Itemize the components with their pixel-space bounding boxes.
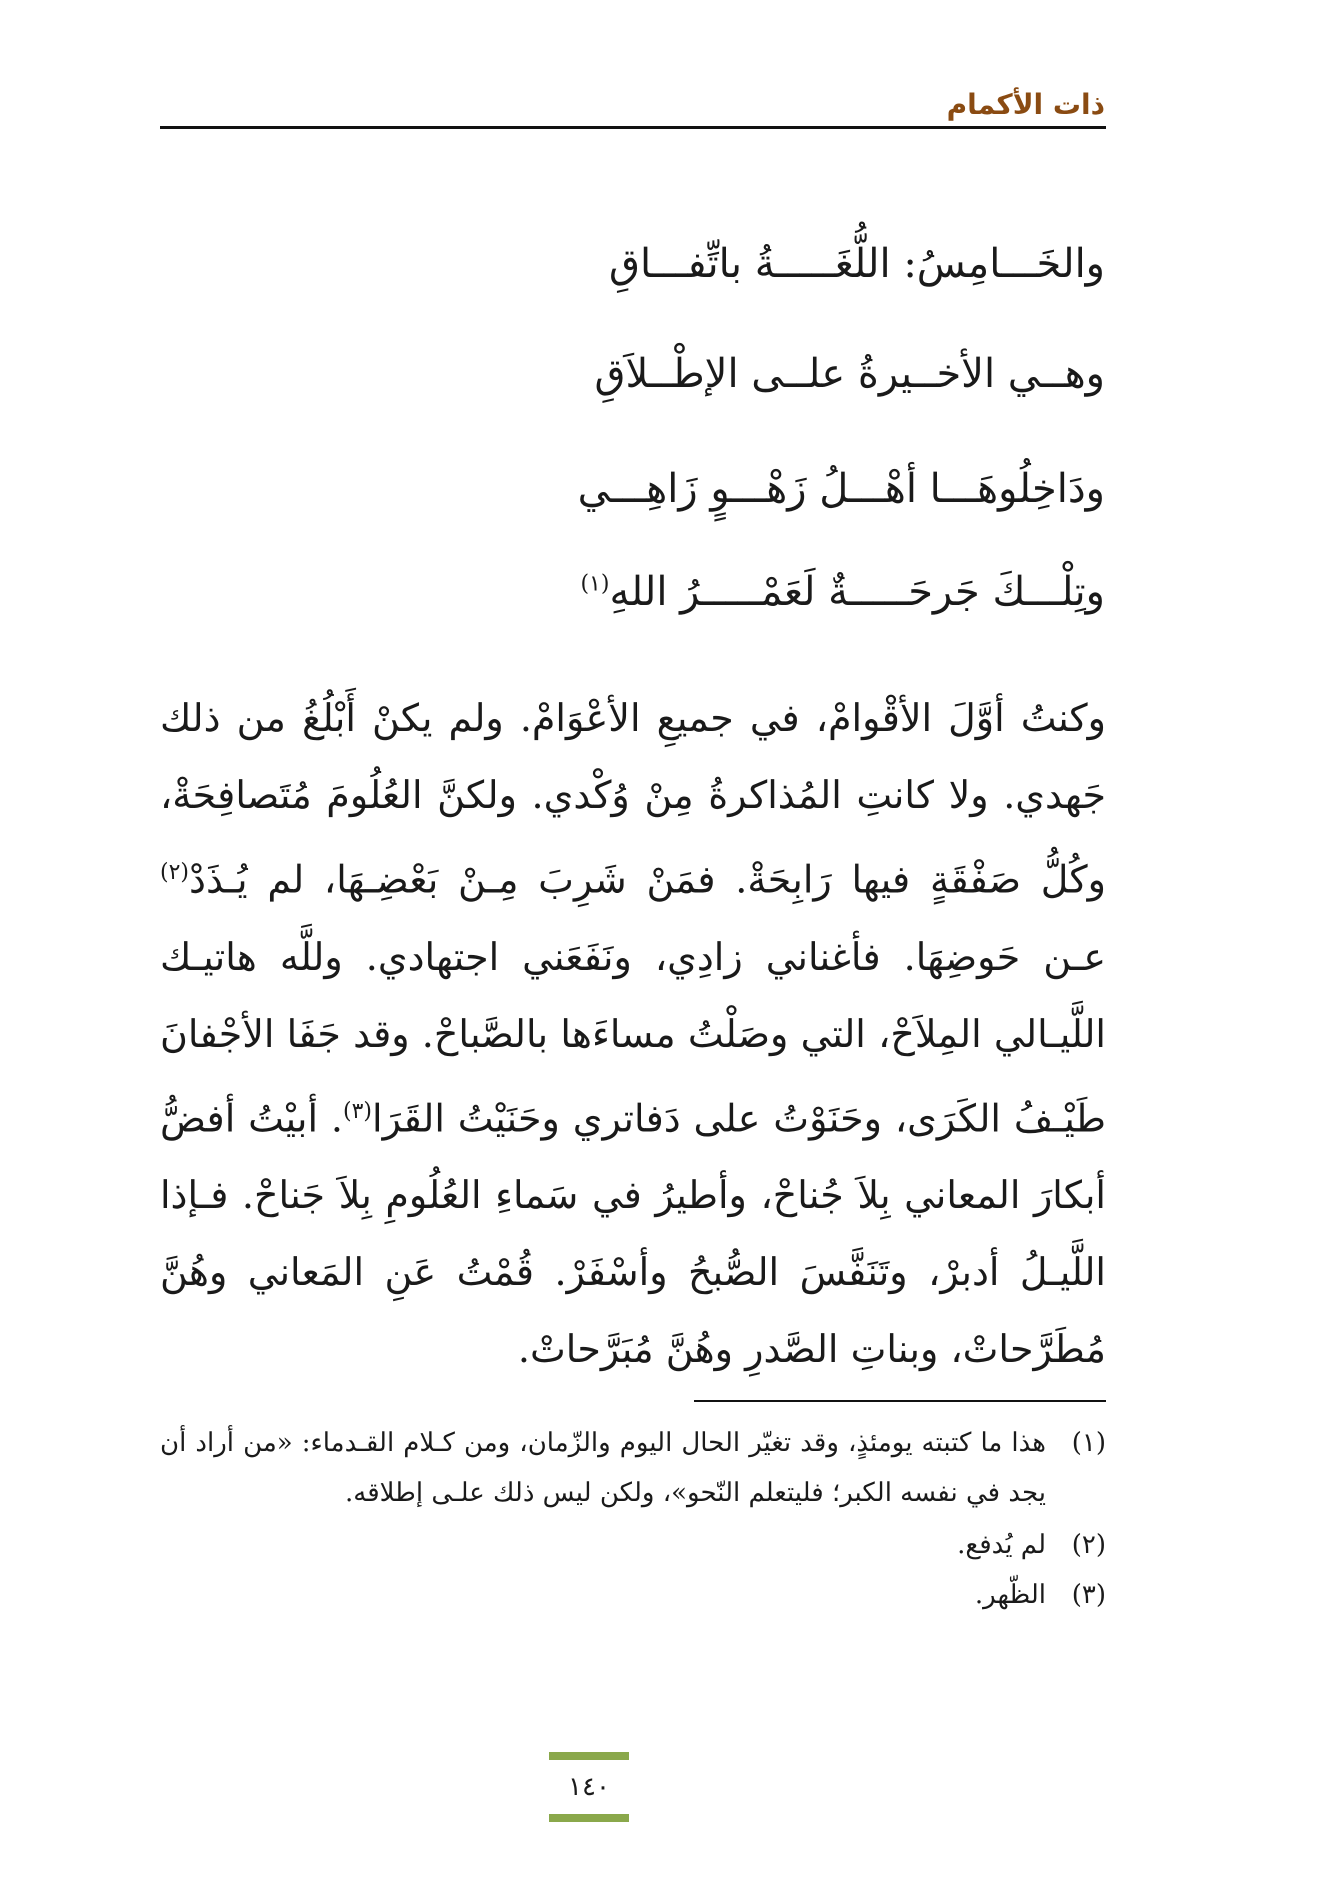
page-number: ١٤٠ <box>568 1772 610 1802</box>
footnote-text: لم يُدفع. <box>957 1530 1046 1560</box>
body-paragraph <box>160 680 1106 1388</box>
footnote <box>160 1418 1106 1518</box>
poem-line <box>580 568 1105 616</box>
footnote-marker[interactable]: (٣) <box>343 1098 373 1124</box>
poem-line-text: وهــي الأخــيرةُ علــى الإطْــلاَقِ <box>594 351 1105 397</box>
footnote-marker[interactable]: (٢) <box>160 860 190 885</box>
poem-line-text: وتِلْـــكَ جَرحَـــــةٌ لَعَمْـــــرُ اللهِ <box>609 569 1105 615</box>
poem-line <box>578 465 1105 513</box>
footnote <box>160 1520 1106 1570</box>
poem-line <box>609 240 1105 288</box>
footnote-number: (٣) <box>1071 1580 1106 1610</box>
paragraph-text: وكنتُ أوَّلَ الأقْوامْ، في جميعِ الأعْوَامْ. ولم يكنْ أَبْلُغُ من ذلك جَهدي. ولا كانتِ المُذاكرةُ مِنْ وُكْدي. ولكنَّ العُلُومَ مُتَصافِحَةْ، وكُلُّ صَفْقَةٍ فيها رَابِحَةْ. فمَنْ شَرِبَ مِـنْ بَعْضِـهَا، لم يُـذَدْ <box>160 696 1106 902</box>
poem-line <box>594 350 1105 398</box>
footnote-marker[interactable]: (١) <box>580 571 610 597</box>
footnotes <box>160 1418 1106 1620</box>
running-title: ذات الأكمام <box>946 88 1105 121</box>
footnote <box>160 1570 1106 1620</box>
footnote-number: (٢) <box>1071 1530 1106 1560</box>
page-number-bar-bottom <box>549 1814 629 1822</box>
header-rule <box>160 126 1106 129</box>
footnote-number: (١) <box>1071 1428 1106 1458</box>
page-number-bar-top <box>549 1752 629 1760</box>
paragraph-text: . أبيْتُ أفضُّ أبكارَ المعاني بِلاَ جُناحْ، وأطيرُ في سَماءِ العُلُومِ بِلاَ جَناحْ. فـإذا اللَّيـلُ أدبرْ، وتَنَفَّسَ الصُّبحُ وأسْفَرْ. قُمْتُ عَنِ المَعاني وهُنَّ مُطَرَّحاتْ، وبناتِ الصَّدرِ وهُنَّ مُبَرَّحاتْ. <box>160 1096 1106 1372</box>
footnote-text: هذا ما كتبته يومئذٍ، وقد تغيّر الحال اليوم والزّمان، ومن كـلام القـدماء: «من أراد أن يجد في نفسه الكبر؛ فليتعلم النّحو»، ولكن ليس ذلك علـى إطلاقه. <box>160 1428 1046 1508</box>
page-number-block <box>549 1752 629 1822</box>
poem-line-text: ودَاخِلُوهَـــا أهْـــلُ زَهْـــوٍ زَاهِـــي <box>577 466 1105 512</box>
poem-line-text: والخَـــامِسُ: اللُّغَـــــةُ باتِّفـــاقِ <box>608 241 1105 287</box>
footnote-text: الظّهر. <box>974 1580 1046 1610</box>
paragraph-text: عـن حَوضِهَا. فأغناني زادِي، ونَفَعَني اجتهادي. وللَّه هاتيـك اللَّيـالي المِلاَحْ، التي وصَلْتُ مساءَها بالصَّباحْ. وقد جَفَا الأجْفانَ طَيْـفُ الكَرَى، وحَنَوْتُ على دَفاتري وحَنَيْتُ القَرَا <box>160 934 1107 1141</box>
footnote-rule <box>694 1400 1106 1402</box>
